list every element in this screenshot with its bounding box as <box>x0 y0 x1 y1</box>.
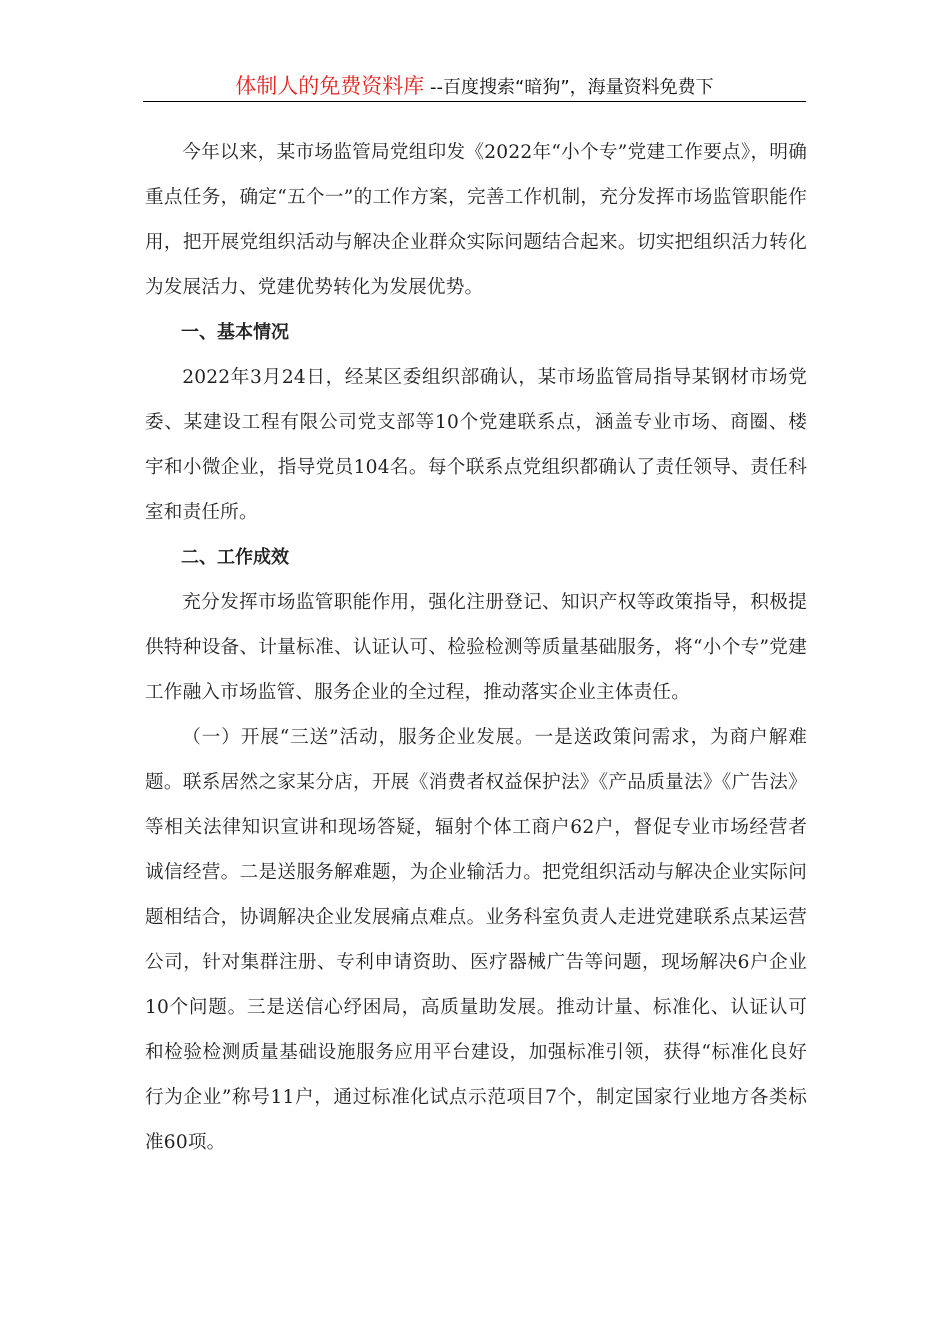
intro-paragraph: 今年以来，某市场监管局党组印发《2022年“小个专”党建工作要点》，明确重点任务，确定“五个一”的工作方案，完善工作机制，充分发挥市场监管职能作用，把开展党组织活动与解决企业群众实际问题结合起来。切实把组织活力转化为发展活力、党建优势转化为发展优势。 <box>145 142 807 298</box>
section-heading-work-results: 二、工作成效 <box>181 547 289 568</box>
section1-paragraph: 2022年3月24日，经某区委组织部确认，某市场监管局指导某钢材市场党委、某建设工程有限公司党支部等10个党建联系点，涵盖专业市场、商圈、楼宇和小微企业，指导党员104名。每个联系点党组织都确认了责任领导、责任科室和责任所。 <box>145 367 807 523</box>
section2-paragraph: 充分发挥市场监管职能作用，强化注册登记、知识产权等政策指导，积极提供特种设备、计量标准、认证认可、检验检测等质量基础服务，将“小个专”党建工作融入市场监管、服务企业的全过程，推动落实企业主体责任。 <box>145 592 807 703</box>
section2-subsection-1: （一）开展“三送”活动，服务企业发展。一是送政策问需求，为商户解难题。联系居然之家某分店，开展《消费者权益保护法》《产品质量法》《广告法》等相关法律知识宣讲和现场答疑，辐射个体工商户62户，督促专业市场经营者诚信经营。二是送服务解难题，为企业输活力。把党组织活动与解决企业实际问题相结合，协调解决企业发展痛点难点。业务科室负责人走进党建联系点某运营公司，针对集群注册、专利申请资助、医疗器械广告等问题，现场解决6户企业10个问题。三是送信心纾困局，高质量助发展。推动计量、标准化、认证认可和检验检测质量基础设施服务应用平台建设，加强标准引领，获得“标准化良好行为企业”称号11户，通过标准化试点示范项目7个，制定国家行业地方各类标准60项。 <box>145 727 807 1153</box>
header-divider <box>143 101 806 102</box>
section-heading-basic-situation: 一、基本情况 <box>181 322 289 343</box>
header-brand: 体制人的免费资料库 <box>235 74 425 98</box>
header-tagline: --百度搜索“暗狗”，海量资料免费下 <box>424 77 714 98</box>
page-header <box>143 70 806 102</box>
document-body <box>145 130 807 1165</box>
